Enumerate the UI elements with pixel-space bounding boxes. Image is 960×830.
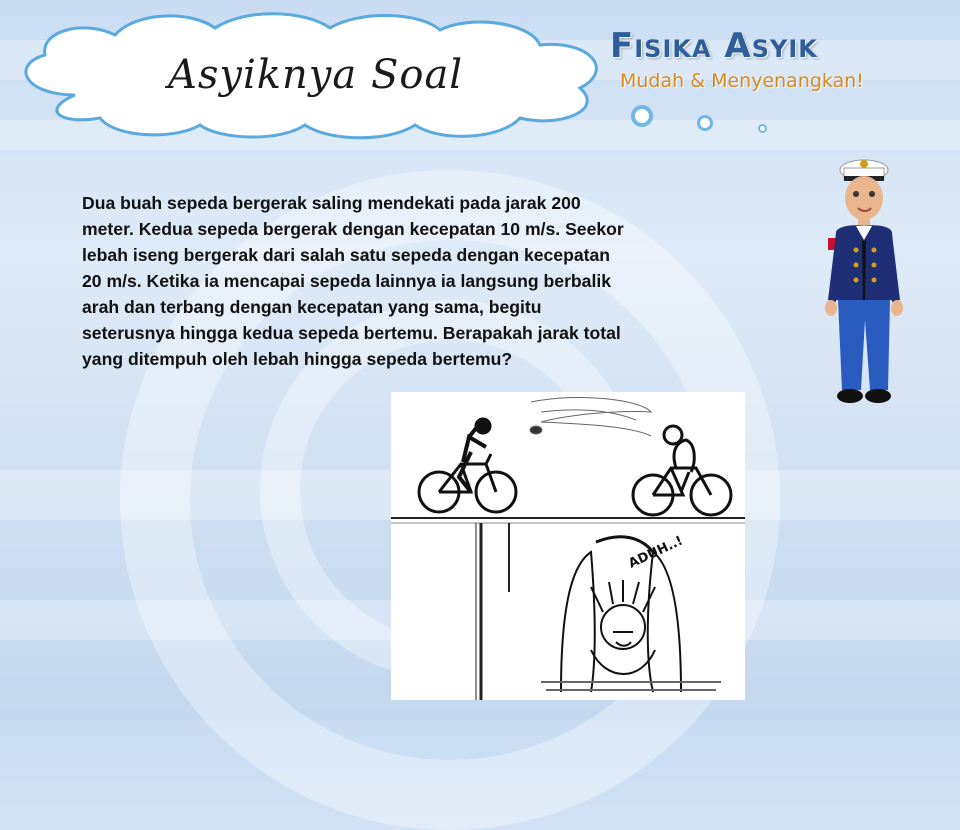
decor-bubble [758,124,767,133]
question-line: seterusnya hingga kedua sepeda bertemu. Berapakah jarak total [82,323,621,343]
question-line: Dua buah sepeda bergerak saling mendekati pada jarak 200 [82,193,581,213]
brand-title: Fisika Asyik [610,26,818,66]
decor-bubble [697,115,713,131]
comic-illustration [391,392,745,700]
decor-bubble [631,105,653,127]
question-text [82,190,762,372]
question-line: 20 m/s. Ketika ia mencapai sepeda lainnya ia langsung berbalik [82,271,612,291]
question-line: lebah iseng bergerak dari salah satu sepeda dengan kecepatan [82,245,611,265]
question-line: meter. Kedua sepeda bergerak dengan kecepatan 10 m/s. Seekor [82,219,624,239]
comic-caption: ADUH..! [626,533,686,572]
question-line: arah dan terbang dengan kecepatan yang sama, begitu [82,297,542,317]
brand-logo [610,26,864,92]
slide-title: Asyiknya Soal [168,52,464,98]
brand-subtitle: Mudah & Menyenangkan! [620,70,864,92]
question-line: yang ditempuh oleh lebah hingga sepeda bertemu? [82,349,513,369]
police-character [818,150,908,410]
